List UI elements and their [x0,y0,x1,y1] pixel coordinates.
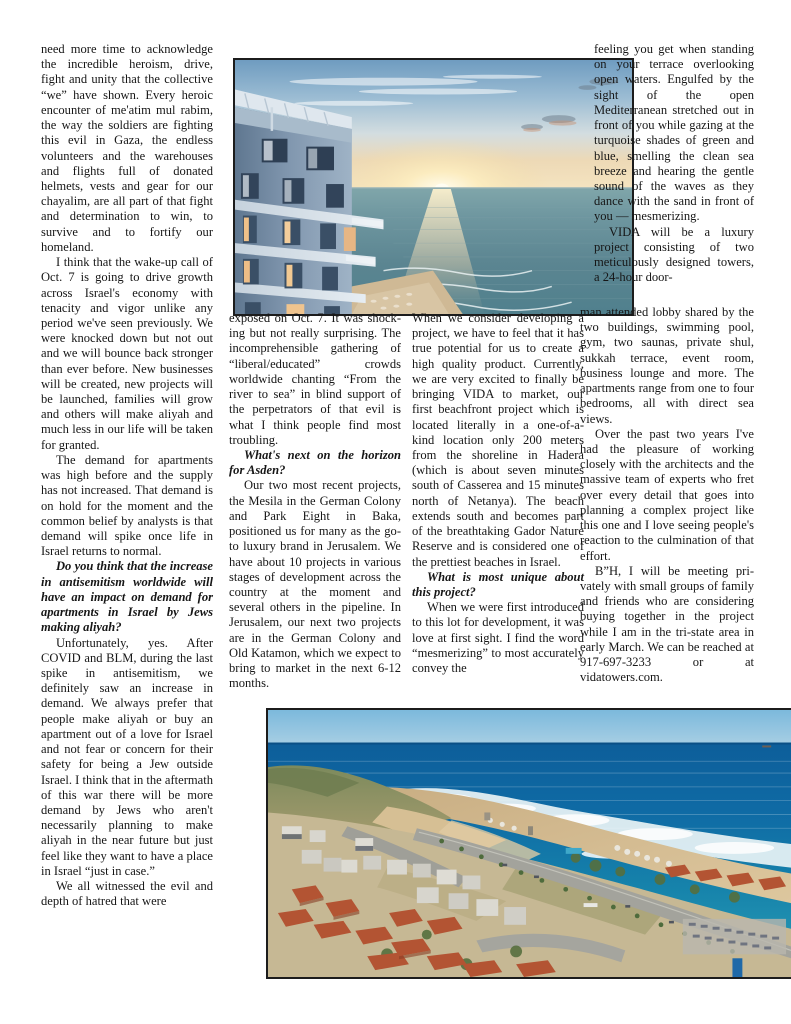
paragraph: VIDA will be a luxury project consisting of two meticulously designed towers, a 24-hour door- [594,224,754,285]
interview-question: What's next on the horizon for Asden? [229,447,401,478]
paragraph: When we were first introduced to this lot for development, it was love at first sight. I find the word “mesmerizing” to most accurately convey the [412,600,584,676]
paragraph: need more time to acknowledge the incredible heroism, drive, fight and unity that the collective “we” have shown. Every heroic encounter of me'atim mul rabim, the way the soldiers are fighting this evil in Gaza, the endless volunteers and the warehouses and flights full of donated helmets, vests and gear for our chayalim, are all part of that fight and determination to win, to survive and to fortify our homeland. [41,42,213,254]
hadera-coastline-aerial-graphic [268,710,791,977]
text-column-4-upper [594,42,754,286]
interview-question: Do you think that the increase in antisemitism worldwide will have an impact on demand for apartments in Israel by Jews making aliyah? [41,559,213,635]
text-column-1 [41,42,213,909]
paragraph: Our two most recent projects, the Mesila in the German Colony and Park Eight in Baka, positioned us for many as the go-to luxury brand in Jerusalem. We have about 10 projects in various stages of development across the country at the moment and several others in the pipeline. In Jerusalem, our next two projects are in the German Colony and Old Katamon, which we expect to bring to market in the next 6-12 months. [229,478,401,691]
paragraph: The demand for apartments was high before and the supply has not increased. That demand is on hold for the moment and the common belief by analysts is that demand will spike once life in Israel returns to normal. [41,452,213,559]
text-column-2 [229,311,401,691]
paragraph: Over the past two years I've had the pleasure of working closely with the architects and the massive team of experts who fret over every detail that goes into planning a complex project like this one and I love seeing people's reaction to the culmination of that effort. [580,426,754,563]
paragraph: We all witnessed the evil and depth of hatred that were [41,879,213,909]
paragraph: B”H, I will be meeting privately with small groups of family and friends who are considering buying together in the project while I am in the tri-state area in early March. We can be reached at 917-697-3233 or at vidatowers.com. [580,563,754,685]
paragraph: I think that the wake-up call of Oct. 7 is going to drive growth across Israel's economy with tenacity and vigor unlike any period we've seen previously. We were knocked down but not out and we will bounce back stronger than ever before. New businesses will be created, new projects will be launched, families will grow and others will make aliyah and much less in our life will be taken for granted. [41,255,213,452]
vida-tower-sunset-rendering [233,58,634,316]
interview-question: What is most unique about this project? [412,569,584,599]
paragraph: Unfortunately, yes. After COVID and BLM, during the last spike in antisemitism, we definitely saw an increase in demand. We always prefer that people make aliyah or buy an apartment out of a love for Israel and not fear or concern for their safety for being a Jew outside Israel. I think that in the aftermath of this war there will be more demand by Jews who aren't necessarily planning to make aliyah in the near future but just feel like they want to have a place in Israel “just in case.” [41,635,213,878]
paragraph: When we consider developing a project, we have to feel that it has true potential for us to create a high quality product. Currently, we are very excited to finally be bringing VIDA to market, our first beachfront project which is located literally in a one-of-a-kind location only 200 meters from the shoreline in Hadera (which is about seven minutes south of Casserea and 15 minutes north of Netanya). The beach extends south and becomes part of the breathtaking Gador Nature Reserve and is considered one of the prettiest beaches in Israel. [412,311,584,569]
paragraph: exposed on Oct. 7. It was shocking but not really surprising. The incomprehensible gathering of “liberal/educated” crowds worldwide chanting “From the river to sea” in blind support of the perpetrators of that evil is what I think people find most troubling. [229,311,401,447]
text-column-4-lower [580,305,754,685]
vida-tower-sunset-rendering-graphic [235,60,632,314]
text-column-3 [412,311,584,676]
paragraph: feeling you get when standing on your terrace overlooking open waters. Engulfed by the sight of the open Mediterranean stretched out in front of you while gazing at the turquoise shades of green and blue, smelling the clean sea breeze and hearing the gentle sound of the waves as they dance with the sand in front of you — mesmerizing. [594,42,754,224]
paragraph: man attended lobby shared by the two buildings, swimming pool, gym, two saunas, private shul, sukkah terrace, event room, business lounge and more. The apartments range from one to four bedrooms, all with direct sea views. [580,305,754,426]
hadera-coastline-aerial-photo [266,708,791,979]
